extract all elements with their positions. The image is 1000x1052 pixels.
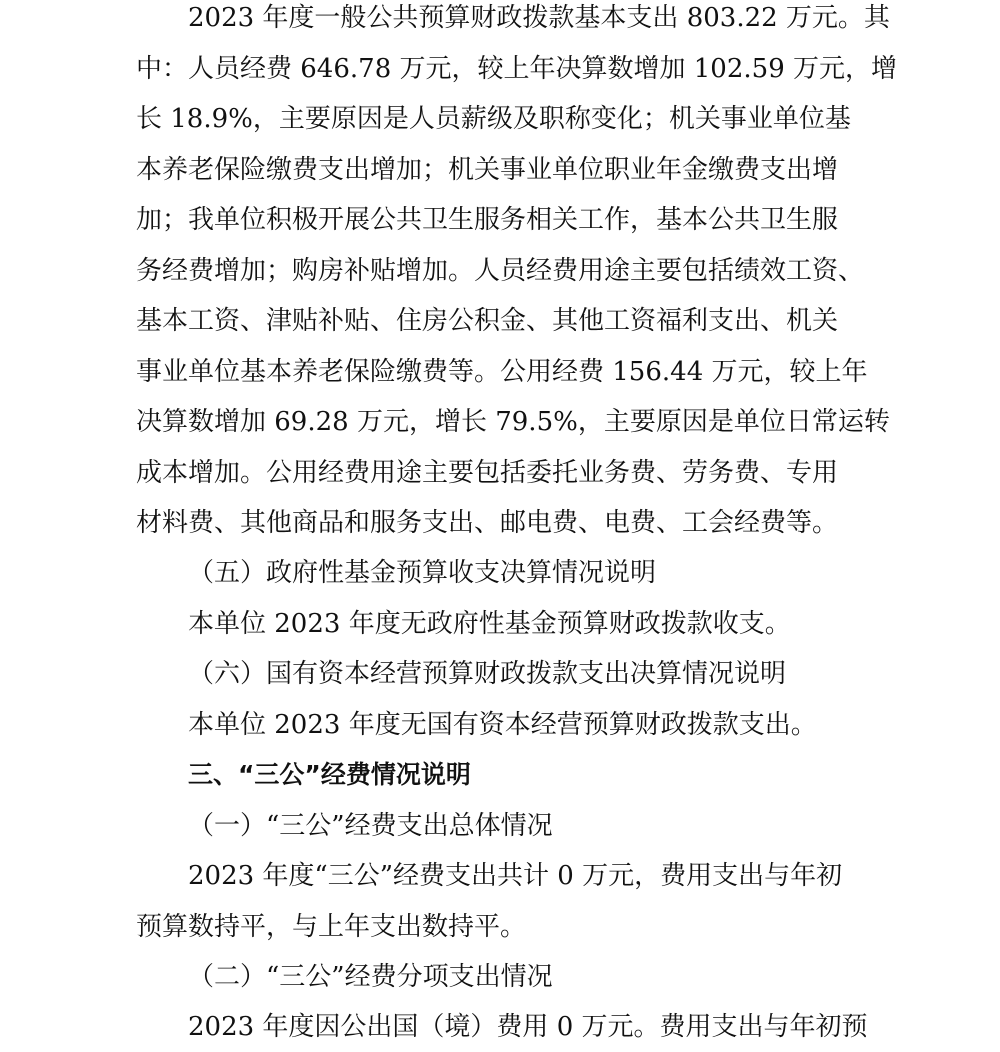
paragraph-line: 长 18.9%，主要原因是人员薪级及职称变化；机关事业单位基 xyxy=(136,104,851,134)
paragraph-line: 基本工资、津贴补贴、住房公积金、其他工资福利支出、机关 xyxy=(136,306,839,336)
paragraph-line: 中：人员经费 646.78 万元，较上年决算数增加 102.59 万元，增 xyxy=(136,54,898,84)
paragraph-line: 决算数增加 69.28 万元，增长 79.5%，主要原因是单位日常运转 xyxy=(136,407,890,437)
paragraph-line: 本养老保险缴费支出增加；机关事业单位职业年金缴费支出增 xyxy=(136,155,839,185)
section-subheading: （一）“三公”经费支出总体情况 xyxy=(188,811,553,841)
paragraph-line: 材料费、其他商品和服务支出、邮电费、电费、工会经费等。 xyxy=(136,508,839,538)
paragraph-line: 务经费增加；购房补贴增加。人员经费用途主要包括绩效工资、 xyxy=(136,256,865,286)
paragraph-line: 2023 年度一般公共预算财政拨款基本支出 803.22 万元。其 xyxy=(188,3,890,33)
paragraph-line: 加；我单位积极开展公共卫生服务相关工作，基本公共卫生服 xyxy=(136,205,839,235)
paragraph-line: 成本增加。公用经费用途主要包括委托业务费、劳务费、专用 xyxy=(136,458,839,488)
paragraph-line: 2023 年度因公出国（境）费用 0 万元。费用支出与年初预 xyxy=(188,1012,868,1042)
section-subheading: （六）国有资本经营预算财政拨款支出决算情况说明 xyxy=(188,659,787,689)
paragraph-line: 预算数持平，与上年支出数持平。 xyxy=(136,912,527,942)
paragraph-line: 本单位 2023 年度无政府性基金预算财政拨款收支。 xyxy=(188,609,791,639)
paragraph-line: 本单位 2023 年度无国有资本经营预算财政拨款支出。 xyxy=(188,710,817,740)
section-heading: 三、“三公”经费情况说明 xyxy=(188,760,471,789)
paragraph-line: 事业单位基本养老保险缴费等。公用经费 156.44 万元，较上年 xyxy=(136,357,868,387)
paragraph-line: 2023 年度“三公”经费支出共计 0 万元，费用支出与年初 xyxy=(188,861,843,891)
section-subheading: （二）“三公”经费分项支出情况 xyxy=(188,962,553,992)
section-subheading: （五）政府性基金预算收支决算情况说明 xyxy=(188,558,657,588)
